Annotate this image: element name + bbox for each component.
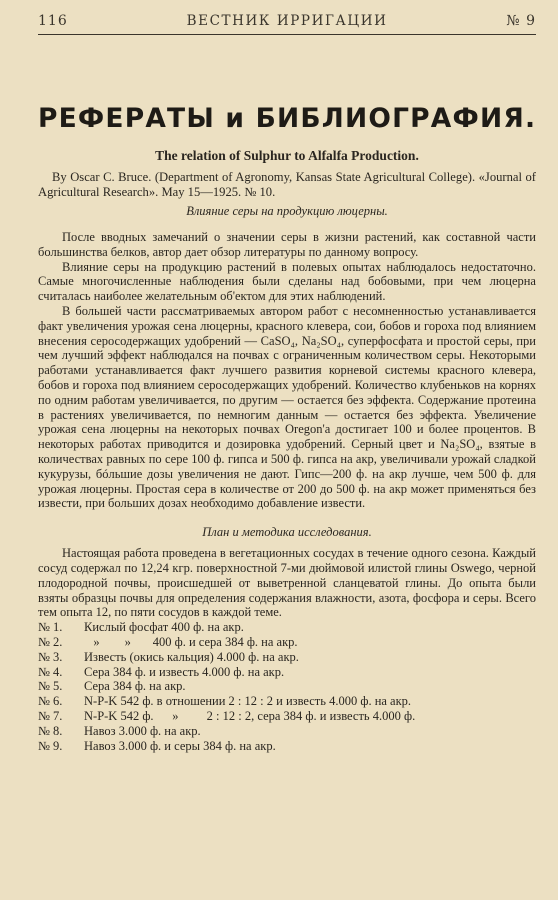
item-text: Сера 384 ф. и известь 4.000 ф. на акр. — [84, 664, 285, 679]
item-number: № 9. — [38, 738, 63, 753]
paragraph: В большей части рассматриваемых автором работ с несомненностью устанавливается факт увеличения урожая сена люцерны, красного клевера, сои, бобов и гороха под влиянием внесения серосодержащих удобрений — CaSO₄, Na₂SO₄, суперфосфата и простой серы, при чем лучший эффект наблюдался на почвах с ограниченным количеством серы. Некоторыми работами устанавливается факт лучшего развития корневой системы красного клевера, бобов и гороха под влиянием серосодержащих удобрений. Количество клубеньков на корнях по одним работам увеличивается, по другим — остается без эффекта. Содержание протеина в растениях увеличивается, по немногим данным — остается без эффекта. Увеличение урожая сена люцерны на некоторых почвах Oregon'а достигает 100 и более процентов. В некоторых работах приводится и дозировка удобрений. Серный цвет и Na₂SO₄, взятые в количествах равных по сере 100 ф. гипса и 500 ф. гипса на акр, увеличивали урожай сладкой кукурузы, бóльшие дозы увеличения не дают. Гипс—200 ф. на акр лучше, чем 500 ф. для урожая люцерны. Простая сера в количестве от 200 до 500 ф. на акр может применяться без извести, при больших дозах необходимо добавление извести. — [38, 303, 536, 511]
item-text: Сера 384 ф. на акр. — [84, 679, 186, 694]
article-citation: By Oscar C. Bruce. (Department of Agronomy, Kansas State Agricultural College). «Journal of Agricultural Research». May 15—1925. № 10. — [38, 170, 536, 199]
running-head — [38, 0, 536, 29]
header-rule — [38, 34, 536, 35]
item-text: Навоз 3.000 ф. на акр. — [84, 723, 201, 738]
list-item — [38, 650, 536, 665]
subheading-sulphur-effect: Влияние серы на продукцию люцерны. — [186, 204, 388, 218]
item-text: » » 400 ф. и сера 384 ф. на акр. — [84, 634, 298, 649]
item-number: № 3. — [38, 649, 63, 664]
item-text: N-P-K 542 ф. в отношении 2 : 12 : 2 и известь 4.000 ф. на акр. — [84, 694, 412, 709]
journal-name: ВЕСТНИК ИРРИГАЦИИ — [186, 13, 388, 29]
page-number: 116 — [38, 13, 68, 29]
item-number: № 4. — [38, 664, 63, 679]
section-title: РЕФЕРАТЫ и БИБЛИОГРАФИЯ. — [38, 103, 537, 134]
article-title: The relation of Sulphur to Alfalfa Production. — [155, 148, 419, 163]
item-number: № 7. — [38, 708, 63, 723]
body-section-1 — [38, 230, 536, 511]
paragraph: После вводных замечаний о значении серы в жизни растений, как составной части большинства белков, автор дает обзор литературы по данному вопросу. — [38, 230, 536, 259]
item-text: Известь (окись кальция) 4.000 ф. на акр. — [84, 649, 299, 664]
list-item — [38, 694, 536, 709]
item-number: № 8. — [38, 723, 63, 738]
item-number: № 6. — [38, 694, 63, 709]
list-item — [38, 709, 536, 724]
item-number: № 5. — [38, 679, 63, 694]
list-item — [38, 724, 536, 739]
paragraph: Влияние серы на продукцию растений в полевых опытах наблюдалось недостаточно. Самые многочисленные наблюдения были сделаны над бобовыми, при чем люцерна считалась наиболее желательным об'ектом для этих наблюдений. — [38, 259, 536, 304]
list-item — [38, 679, 536, 694]
list-item — [38, 635, 536, 650]
item-number: № 2. — [38, 634, 63, 649]
issue-number: № 9 — [506, 13, 536, 29]
list-item — [38, 665, 536, 680]
item-text: Навоз 3.000 ф. и серы 384 ф. на акр. — [84, 738, 276, 753]
subheading-plan-methods: План и методика исследования. — [202, 525, 372, 540]
paragraph: Настоящая работа проведена в вегетационных сосудах в течение одного сезона. Каждый сосуд содержал по 12,24 кгр. поверхностной 7-ми дюймовой илистой глины Oswego, черной плодородной почвы, происшедшей от выветренной сланцеватой глины. До опыта были взяты образцы почвы для определения содержания влажности, азота, фосфора и серы. Всего тем опыта 12, по пяти сосудов в каждой теме. — [38, 546, 536, 620]
item-text: Кислый фосфат 400 ф. на акр. — [84, 620, 244, 635]
treatment-list — [38, 620, 536, 753]
item-number: № 1. — [38, 620, 63, 635]
list-item — [38, 739, 536, 754]
list-item — [38, 620, 536, 635]
item-text: N-P-K 542 ф. » 2 : 12 : 2, сера 384 ф. и известь 4.000 ф. — [84, 708, 416, 723]
